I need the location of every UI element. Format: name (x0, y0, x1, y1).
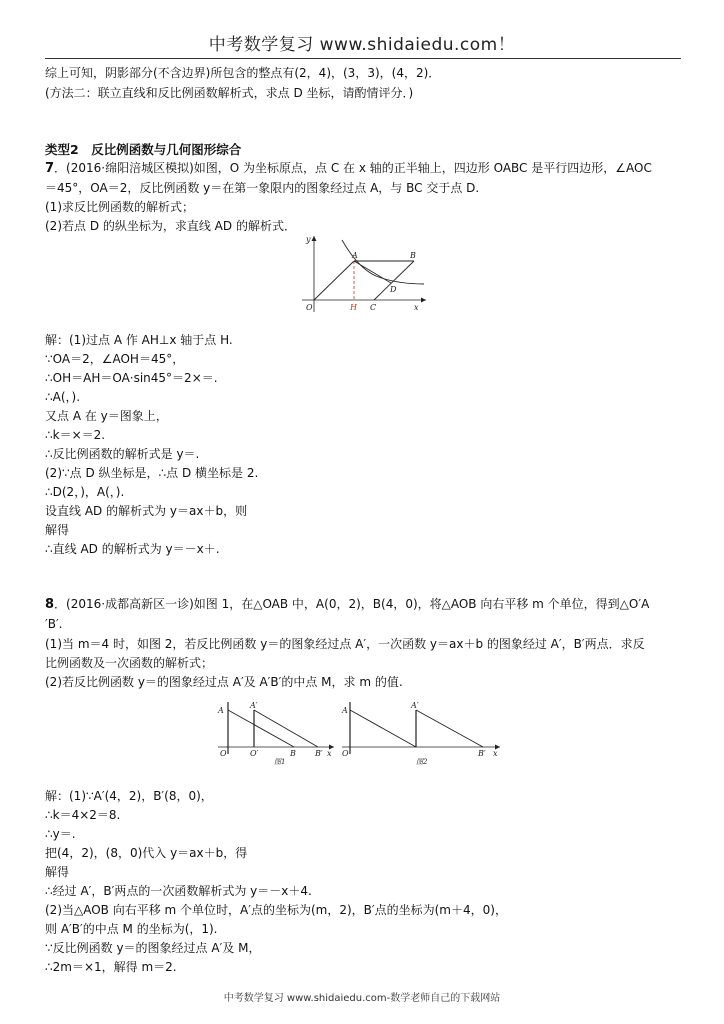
text-line: (1)求反比例函数的解析式； (45, 200, 194, 214)
label-O-prime: O′ (250, 749, 259, 758)
text-line: ∴k＝4×2＝8. (45, 808, 121, 822)
text-line: 则 A′B′的中点 M 的坐标为(，1). (45, 922, 218, 936)
label-y: y (306, 235, 311, 244)
label-x: x (327, 749, 332, 758)
page-header: 中考数学复习 www.shidaiedu.com！ (208, 35, 516, 55)
label-O: O (220, 749, 227, 758)
header-divider (45, 58, 681, 59)
label-C: C (370, 303, 377, 312)
text-line: 解得 (45, 523, 70, 537)
label-A-prime: A′ (411, 701, 419, 710)
text-line: ∴D(2，)，A(，). (45, 485, 125, 499)
question-number: 7 (45, 161, 55, 176)
label-D: D (390, 285, 397, 294)
question-number: 8 (45, 597, 55, 612)
label-O: O (342, 749, 349, 758)
text-line: ∴y＝. (45, 827, 76, 841)
text-line: ∴k＝×＝2. (45, 428, 106, 442)
x-axis-arrow (421, 298, 426, 303)
segment-AB (228, 710, 294, 747)
text-line: (2)若反比例函数 y＝的图象经过点 A′及 A′B′的中点 M，求 m 的值. (45, 675, 403, 689)
text-line: (2)当△AOB 向右平移 m 个单位时，A′点的坐标为(m，2)，B′点的坐标为(m＋4，0)， (45, 903, 507, 917)
label-B: B (290, 749, 296, 758)
text-line: (方法二：联立直线和反比例函数解析式，求点 D 坐标，请酌情评分．) (45, 86, 414, 100)
text-line: ∴反比例函数的解析式是 y＝. (45, 447, 200, 461)
text-line: ∴经过 A′，B′两点的一次函数解析式为 y＝－x＋4. (45, 884, 312, 898)
segment-AB (350, 710, 416, 747)
label-B-prime: B′ (315, 749, 323, 758)
label-H: H (350, 303, 357, 312)
question-text: ．(2016·绵阳涪城区模拟)如图，O 为坐标原点，点 C 在 x 轴的正半轴上，四边形 OABC 是平行四边形，∠AOC (54, 161, 652, 175)
text-line: 解得 (45, 865, 70, 879)
label-A: A (342, 706, 348, 715)
label-A: A (352, 251, 358, 260)
text-line: (2)若点 D 的纵坐标为，求直线 AD 的解析式． (45, 219, 296, 233)
segment-OA (314, 261, 354, 300)
text-line: 把(4，2)，(8，0)代入 y＝ax＋b，得 (45, 846, 248, 860)
y-axis-arrow (312, 236, 317, 241)
text-line: 比例函数及一次函数的解析式； (45, 656, 214, 670)
text-line: ′B′. (45, 617, 63, 631)
label-A: A (218, 706, 224, 715)
text-line: ∵反比例函数 y＝的图象经过点 A′及 M， (45, 941, 261, 955)
label-B: B (410, 251, 416, 260)
text-line: ＝45°，OA＝2，反比例函数 y＝在第一象限内的图象经过点 A，与 BC 交于点 D. (45, 181, 480, 195)
label-x: x (414, 303, 419, 312)
question-7-line (45, 160, 652, 177)
figure-caption: 图2 (416, 758, 428, 766)
text-line: ∴A(，). (45, 390, 81, 404)
label-O: O (306, 303, 313, 312)
figure-caption: 图1 (274, 758, 286, 766)
figure-q7 (296, 234, 430, 316)
segment-ApBp (254, 710, 318, 747)
segment-ApBp (416, 710, 483, 747)
text-line: ∴OH＝AH＝OA·sin45°＝2×＝. (45, 371, 218, 385)
section-title: 类型2 反比例函数与几何图形综合 (45, 142, 242, 157)
text-line: (1)当 m＝4 时，如图 2，若反比例函数 y＝的图象经过点 A′，一次函数 y＝ax＋b 的图象经过 A′，B′两点．求反 (45, 637, 645, 651)
page-footer: 中考数学复习 www.shidaiedu.com-数学老师自己的下载网站 (223, 993, 501, 1004)
segment-BC (374, 261, 414, 300)
text-line: ∴直线 AD 的解析式为 y＝－x＋. (45, 542, 220, 556)
text-line: ∵OA＝2，∠AOH＝45°， (45, 352, 185, 366)
label-B-prime: B′ (478, 749, 486, 758)
question-8-line (45, 596, 649, 613)
text-line: 设直线 AD 的解析式为 y＝ax＋b，则 (45, 504, 248, 518)
label-A-prime: A′ (250, 701, 258, 710)
question-text: ．(2016·成都高新区一诊)如图 1，在△OAB 中，A(0，2)，B(4，0)，将△AOB 向右平移 m 个单位，得到△O′A (54, 597, 650, 611)
text-line: ∴2m＝×1，解得 m＝2. (45, 960, 177, 974)
figure-q8-2 (338, 700, 504, 770)
label-x: x (493, 749, 498, 758)
figure-q8-1 (214, 700, 338, 770)
text-line: 解：(1)过点 A 作 AH⊥x 轴于点 H. (45, 333, 233, 347)
text-line: 又点 A 在 y＝图象上， (45, 409, 168, 423)
text-line: (2)∵点 D 纵坐标是，∴点 D 横坐标是 2. (45, 466, 259, 480)
text-line: 解：(1)∵A′(4，2)，B′(8，0)， (45, 789, 213, 803)
text-line: 综上可知，阴影部分(不含边界)所包含的整点有(2，4)，(3，3)，(4，2)． (45, 66, 441, 80)
